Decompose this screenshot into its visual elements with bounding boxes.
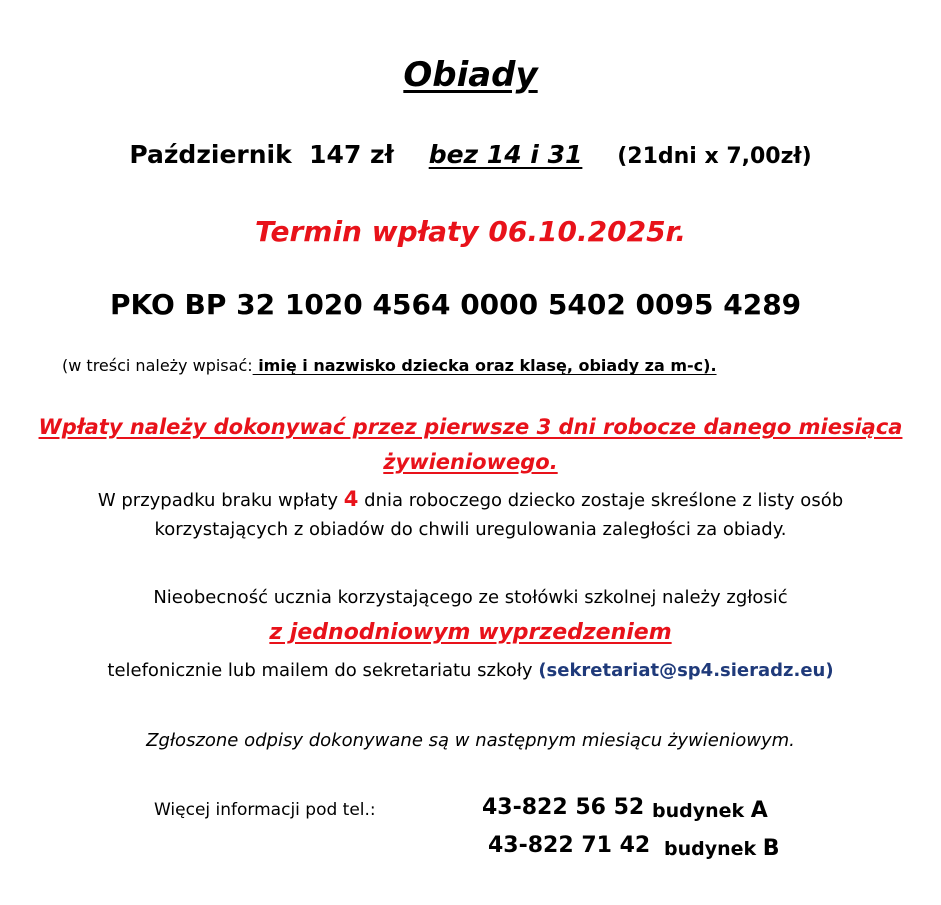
payment-warning-line2: żywieniowego. xyxy=(383,450,558,474)
payment-deadline: Termin wpłaty 06.10.2025r. xyxy=(254,215,687,248)
more-info-label: Więcej informacji pod tel.: xyxy=(154,800,376,820)
absence-rule: Nieobecność ucznia korzystającego ze stołówki szkolnej należy zgłosić xyxy=(153,587,788,608)
transfer-note xyxy=(62,356,717,375)
bank-account: PKO BP 32 1020 4564 0000 5402 0095 4289 xyxy=(110,288,802,321)
page-title: Obiady xyxy=(403,55,538,95)
deductions-note: Zgłoszone odpisy dokonywane są w następnym miesiącu żywieniowym. xyxy=(146,730,795,751)
payment-warning-line1: Wpłaty należy dokonywać przez pierwsze 3 dni robocze danego miesiąca xyxy=(38,415,903,439)
removal-rule-before: W przypadku braku wpłaty xyxy=(97,490,339,511)
transfer-note-prefix: (w treści należy wpisać: xyxy=(62,356,253,375)
removal-day-number: 4 xyxy=(343,487,359,511)
phone-number-a[interactable]: 43-822 56 52 xyxy=(482,795,645,820)
month-price: 147 zł xyxy=(309,140,394,169)
building-a-label xyxy=(652,798,768,823)
building-letter: B xyxy=(762,836,780,861)
excluded-days: bez 14 i 31 xyxy=(428,140,583,169)
absence-advance-notice: z jednodniowym wyprzedzeniem xyxy=(269,620,672,645)
removal-rule-line2: korzystających z obiadów do chwili uregulowania zaległości za obiady. xyxy=(154,519,787,540)
absence-contact-text: telefonicznie lub mailem do sekretariatu szkoły xyxy=(107,660,533,681)
price-calculation: (21dni x 7,00zł) xyxy=(617,144,812,169)
building-b-label xyxy=(664,836,780,861)
transfer-note-required: imię i nazwisko dziecka oraz klasę, obiady za m-c). xyxy=(252,356,717,375)
building-letter: A xyxy=(750,798,768,823)
phone-number-b[interactable]: 43-822 71 42 xyxy=(488,833,651,858)
building-word: budynek xyxy=(652,800,745,822)
removal-rule-after: dnia roboczego dziecko zostaje skreślone z listy osób xyxy=(364,490,844,511)
school-email-link[interactable]: (sekretariat@sp4.sieradz.eu) xyxy=(538,660,834,681)
building-word: budynek xyxy=(664,838,757,860)
month-label: Październik xyxy=(129,140,292,169)
month-price-line xyxy=(0,140,941,169)
removal-rule-line1 xyxy=(0,487,941,511)
absence-contact-line xyxy=(0,660,941,681)
